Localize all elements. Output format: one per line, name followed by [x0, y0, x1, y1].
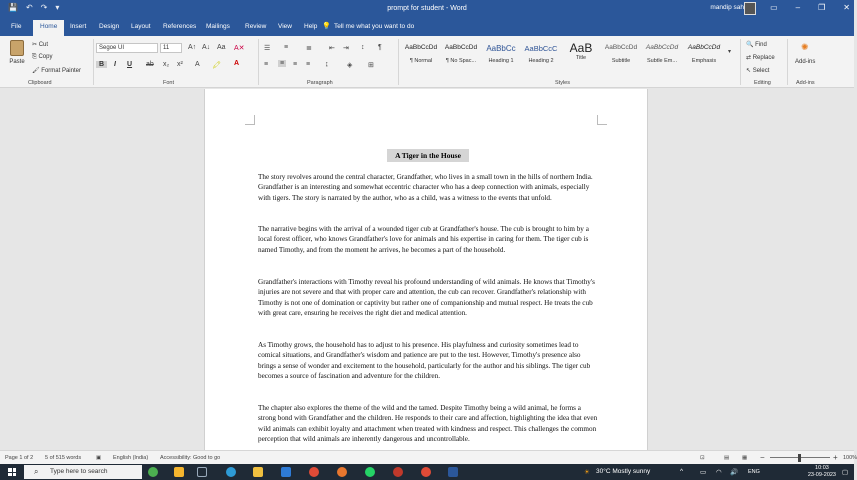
paragraph-1[interactable]: The story revolves around the central character, Grandfather, who lives in a small town in the hills of northern India. Grandfather is an interesting and somewhat eccentric character who has a deep connection with animals, especially with tigers. The story is narrated by the author, who as a child, was a witness to the events that unfold. — [258, 173, 593, 202]
focus-mode-icon[interactable]: ⊡ — [700, 455, 705, 461]
clear-formatting-icon[interactable]: A✕ — [234, 45, 245, 52]
tab-insert[interactable]: Insert — [70, 23, 87, 30]
paragraph-4[interactable]: As Timothy grows, the household has to adjust to his presence. His playfulness and curiosity sometimes lead to comical situations, and Grandfather's wisdom and patience are put to the test. However, Timothy's presence also brings a sense of wonder and excitement to the household, particularly for the author and his siblings. The tiger cub becomes a source of fascination and adventure for the children. — [258, 341, 591, 380]
italic-icon[interactable]: I — [114, 61, 116, 68]
spelling-icon[interactable]: ▣ — [96, 455, 102, 461]
replace-icon: ⇄ — [746, 55, 752, 61]
clipboard-group-label: Clipboard — [28, 80, 52, 86]
page-count[interactable]: Page 1 of 2 — [5, 455, 34, 461]
title-bar — [0, 0, 854, 18]
align-center-icon[interactable]: ≡ — [280, 60, 285, 67]
ribbon-tabs — [0, 18, 854, 36]
paragraph-group-label: Paragraph — [307, 80, 333, 86]
word-icon[interactable] — [448, 467, 458, 477]
document-area[interactable] — [0, 89, 854, 450]
battery-icon[interactable]: ▭ — [700, 469, 707, 476]
change-case-icon[interactable]: Aa — [217, 44, 226, 51]
status-bar — [0, 450, 857, 464]
weather-status[interactable]: 30°C Mostly sunny — [596, 468, 651, 475]
print-layout-icon[interactable]: ▦ — [742, 455, 748, 461]
bold-icon[interactable]: B — [96, 61, 107, 68]
bullets-icon[interactable]: ☰ — [264, 45, 271, 52]
show-hidden-icons-icon[interactable]: ^ — [680, 468, 684, 475]
cut-button[interactable]: ✂ Cut — [32, 42, 49, 48]
style-title[interactable]: AaB Title — [569, 41, 593, 61]
strikethrough-icon[interactable]: ab — [146, 61, 154, 68]
minimize-icon[interactable]: – — [795, 3, 801, 12]
tab-layout[interactable]: Layout — [131, 23, 151, 30]
tab-references[interactable]: References — [163, 23, 197, 30]
styles-more-icon[interactable]: ▾ — [728, 49, 732, 55]
select-icon: ↖ — [746, 68, 752, 74]
close-icon[interactable]: ✕ — [843, 3, 850, 12]
sort-icon[interactable]: ↕ — [361, 44, 365, 51]
style-heading-1[interactable]: AaBbCc Heading 1 — [486, 44, 516, 64]
user-name[interactable]: mandip sah — [710, 4, 744, 11]
numbering-icon[interactable]: ≡ — [284, 44, 289, 51]
document-title[interactable]: A Tiger in the House — [387, 149, 469, 162]
style-subtitle[interactable]: AaBbCcDd Subtitle — [604, 44, 638, 64]
font-group-label: Font — [163, 80, 175, 86]
chrome-icon[interactable] — [309, 467, 319, 477]
mail-icon[interactable] — [281, 467, 291, 477]
show-formatting-icon[interactable]: ¶ — [378, 44, 382, 51]
taskbar-app-icon[interactable] — [393, 467, 403, 477]
lightbulb-icon: 💡 — [322, 23, 331, 30]
zoom-in-icon[interactable]: + — [833, 453, 838, 462]
decrease-indent-icon[interactable]: ⇤ — [329, 45, 335, 52]
font-name-select[interactable]: Segoe UI — [96, 43, 158, 53]
chrome-icon[interactable] — [421, 467, 431, 477]
subscript-icon[interactable]: x₂ — [163, 61, 170, 68]
firefox-icon[interactable] — [337, 467, 347, 477]
superscript-icon[interactable]: x² — [177, 61, 183, 68]
align-left-icon[interactable]: ≡ — [264, 61, 269, 68]
add-ins-group-label: Add-ins — [796, 80, 815, 86]
notifications-icon[interactable]: ▢ — [842, 469, 849, 476]
multilevel-list-icon[interactable]: ≣ — [306, 45, 312, 52]
style-subtle-emphasis[interactable]: AaBbCcDd Subtle Em... — [645, 44, 679, 64]
clipboard-icon — [10, 40, 24, 56]
tab-review[interactable]: Review — [245, 23, 267, 30]
select-button[interactable]: ↖ Select — [746, 68, 770, 74]
window-title: prompt for student - Word — [387, 5, 467, 12]
zoom-slider-thumb[interactable] — [798, 454, 801, 462]
paragraph-2[interactable]: The narrative begins with the arrival of a wounded tiger cub at Grandfather's house. The cub is brought to him by a local forest officer, who knows Grandfather's love for animals and his expertise in caring for them. The tiger cub is named Timothy, and from the moment he arrives, he becomes a part of the household. — [258, 225, 589, 254]
copy-button[interactable]: ⎘ Copy — [32, 54, 53, 60]
style-no-spacing[interactable]: AaBbCcDd ¶ No Spac... — [444, 44, 478, 64]
tab-design[interactable]: Design — [99, 23, 120, 30]
shading-icon[interactable]: ◈ — [347, 62, 353, 69]
read-mode-icon[interactable]: ▤ — [724, 455, 730, 461]
weather-icon[interactable]: ☀ — [584, 469, 590, 476]
line-spacing-icon[interactable]: ↨ — [325, 61, 329, 68]
font-size-select[interactable]: 11 — [160, 43, 182, 53]
taskbar-app-icon[interactable] — [148, 467, 158, 477]
tab-file[interactable]: File — [11, 23, 22, 30]
editing-group-label: Editing — [754, 80, 771, 86]
save-icon[interactable]: 💾 — [8, 3, 18, 12]
add-ins-button[interactable]: Add-ins — [795, 59, 816, 65]
zoom-level[interactable]: 100% — [843, 455, 857, 461]
search-icon: ⌕ — [34, 467, 39, 476]
redo-icon[interactable]: ↷ — [40, 3, 48, 12]
justify-icon[interactable]: ≡ — [306, 61, 311, 68]
ribbon — [0, 36, 854, 88]
word-count[interactable]: 5 of 515 words — [45, 455, 82, 461]
borders-icon[interactable]: ⊞ — [368, 62, 374, 69]
windows-start-icon[interactable] — [8, 468, 16, 476]
task-view-icon[interactable] — [197, 467, 207, 477]
zoom-out-icon[interactable]: − — [760, 453, 765, 462]
add-ins-icon[interactable]: ✺ — [801, 42, 809, 52]
whatsapp-icon[interactable] — [365, 467, 375, 477]
search-icon: 🔍 — [746, 42, 754, 48]
shrink-font-icon[interactable]: A↓ — [202, 44, 211, 51]
styles-group-label: Styles — [555, 80, 570, 86]
font-color-icon[interactable]: A — [234, 60, 240, 67]
avatar[interactable] — [744, 2, 756, 15]
paragraph-3[interactable]: Grandfather's interactions with Timothy reveal his profound understanding of wild animals. He knows that Timothy's injuries are not severe and that with proper care and attention, the cub can recover. Grandfather's relationship with Timothy is not one of domination or captivity but rather one of companionship and mutual respect. He treats the cub with great care, ensuring he receives the right diet and medical attention. — [258, 278, 595, 317]
language-indicator[interactable]: ENG — [748, 469, 760, 475]
taskbar-app-icon[interactable] — [174, 467, 184, 477]
edge-icon[interactable] — [226, 467, 236, 477]
style-emphasis[interactable]: AaBbCcDd Emphasis — [687, 44, 721, 64]
style-heading-2[interactable]: AaBbCcC Heading 2 — [524, 44, 558, 64]
file-explorer-icon[interactable] — [253, 467, 263, 477]
find-button[interactable]: 🔍 Find — [746, 42, 767, 48]
grow-font-icon[interactable]: A↑ — [188, 44, 197, 51]
network-icon[interactable]: ◠ — [716, 469, 722, 476]
language-status[interactable]: English (India) — [113, 455, 149, 461]
accessibility-status[interactable]: Accessibility: Good to go — [160, 455, 221, 461]
tab-view[interactable]: View — [278, 23, 292, 30]
tab-home[interactable]: Home — [33, 20, 64, 36]
paragraph-5[interactable]: The chapter also explores the theme of the wild and the tamed. Despite Timothy being a wild animal, he forms a strong bond with Grandfather and the children. He responds to their care and affection, highlighting the idea that even wild animals can exhibit loyalty and attachment when treated with kindness and respect. This challenges the common perception that wild animals are inherently dangerous and uncontrollable. — [258, 404, 598, 443]
document-page[interactable] — [204, 89, 648, 450]
align-right-icon[interactable]: ≡ — [293, 61, 298, 68]
tab-help[interactable]: Help — [304, 23, 318, 30]
volume-icon[interactable]: 🔊 — [730, 469, 739, 476]
style-normal[interactable]: AaBbCcDd ¶ Normal — [404, 44, 438, 64]
text-effects-icon[interactable]: A — [195, 61, 200, 68]
paste-button[interactable]: Paste — [8, 40, 26, 68]
restore-icon[interactable]: ❐ — [818, 3, 826, 12]
taskbar-clock[interactable]: 10:03 23-09-2023 — [807, 465, 836, 478]
increase-indent-icon[interactable]: ⇥ — [343, 45, 349, 52]
underline-icon[interactable]: U — [127, 61, 133, 68]
undo-icon[interactable]: ↶ — [25, 3, 33, 12]
format-painter-button[interactable]: 🖌 Format Painter — [32, 68, 81, 74]
highlight-icon[interactable]: 🖍 — [212, 62, 221, 69]
tab-mailings[interactable]: Mailings — [206, 23, 230, 30]
taskbar-search[interactable]: ⌕ Type here to search — [24, 465, 142, 479]
taskbar — [0, 464, 854, 480]
ribbon-display-icon[interactable]: ▭ — [770, 3, 778, 12]
replace-button[interactable]: ⇄ Replace — [746, 55, 775, 61]
tell-me-box[interactable]: Tell me what you want to do — [334, 23, 415, 30]
customize-qat-icon[interactable]: ▾ — [55, 3, 60, 12]
